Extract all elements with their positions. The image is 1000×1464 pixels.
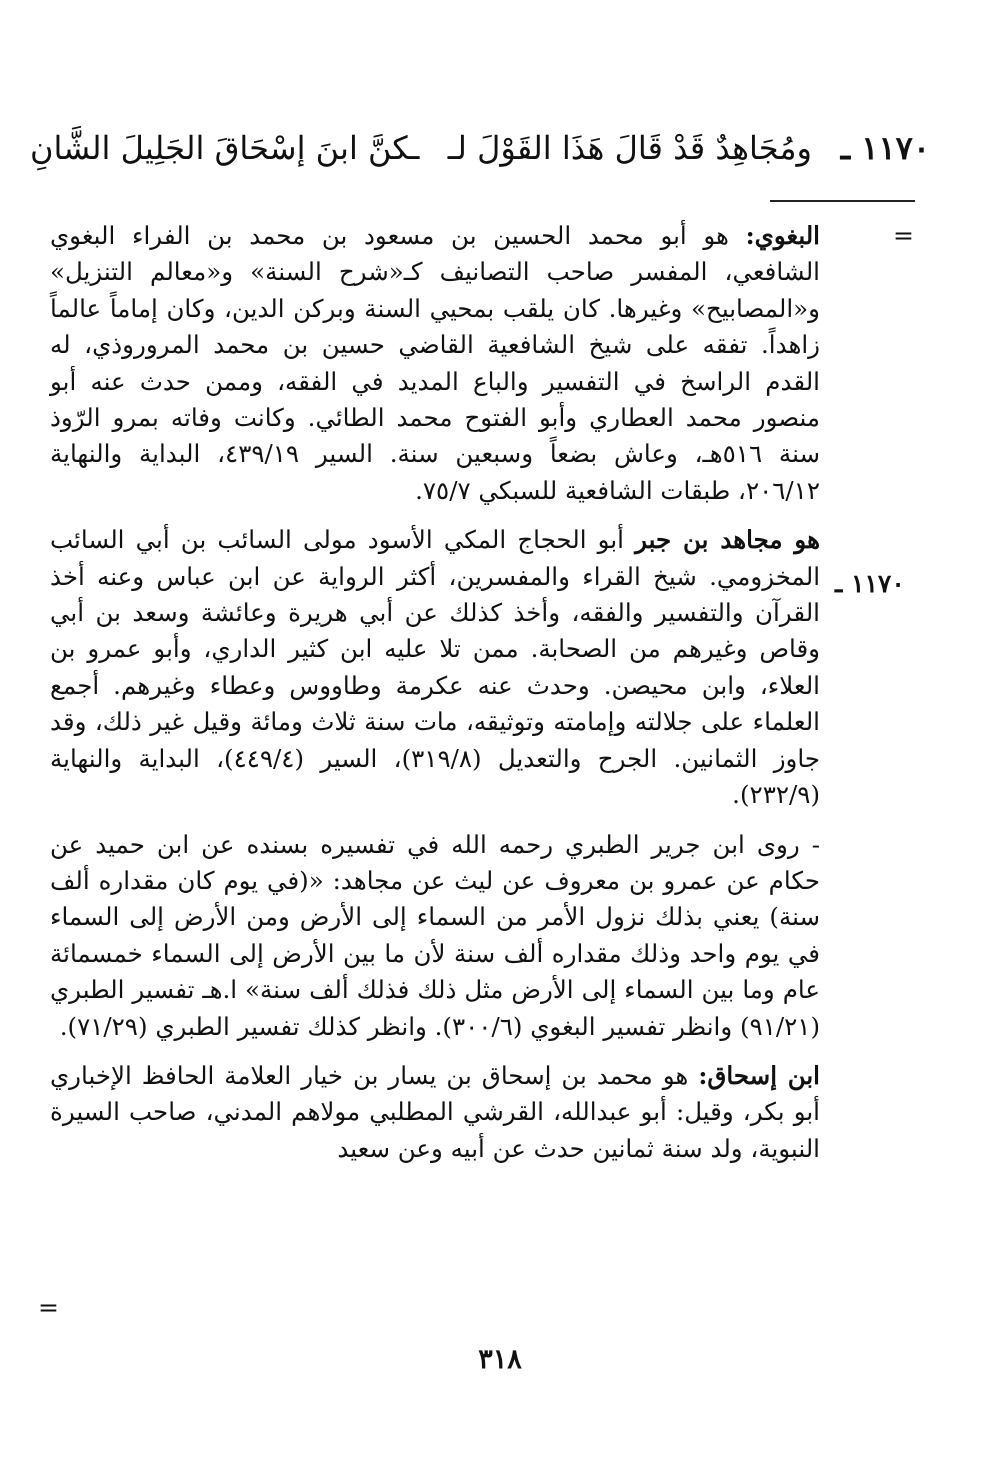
footnote-text: - روى ابن جرير الطبري رحمه الله في تفسيره بسنده عن ابن حميد عن حكام عن عمرو بن معروف عن ليث عن مجاهد: «(في يوم كان مقداره ألف سنة) يعني بذلك نزول الأمر من السماء إلى الأرض ومن الأرض إلى السماء في يوم واحد وذلك مقداره ألف سنة لأن ما بين الأرض إلى السماء خمسمائة عام وما بين السماء إلى الأرض مثل ذلك فذلك ألف سنة» ا.هـ تفسير الطبري (٩١/٢١) وانظر تفسير البغوي (٣٠٠/٦). وانظر كذلك تفسير الطبري (٧١/٢٩). [50,829,820,1041]
carryover-marker: = [893,221,914,250]
poem-verse [30,118,930,178]
footnotes [50,218,820,1167]
footnote-text: هو أبو محمد الحسين بن مسعود بن محمد بن الفراء البغوي الشافعي، المفسر صاحب التصانيف كـ«شرح السنة» و«معالم التنزيل» و«المصابيح» وغيرها. كان يلقب بمحيي السنة وبركن الدين، وكان إماماً عالماً زاهداً. تفقه على شيخ الشافعية القاضي حسين بن محمد المروروذي، له القدم الراسخ في التفسير والباع المديد في الفقه، وممن حدث عنه أبو منصور محمد العطاري وأبو الفتوح محمد الطائي. وكانت وفاته بمرو الرّوذ سنة ٥١٦هـ، وعاش بضعاً وسبعين سنة. السير ٤٣٩/١٩، البداية والنهاية ٢٠٦/١٢، طبقات الشافعية للسبكي ٧٥/٧. [50,221,820,505]
page-number: ٣١٨ [478,1344,522,1375]
verse-number: ١١٧٠ ـ [840,129,930,167]
footnote-term: ابن إسحاق: [698,1060,820,1090]
footnote-term: البغوي: [745,221,820,250]
verse-first-hemistich: ومُجَاهِدٌ قَدْ قَالَ هَذَا القَوْلَ لـ [447,129,812,167]
footnote-ibn-ishaq [50,1058,820,1167]
footnote-tabari [50,827,820,1045]
footnote-lead: هو مجاهد بن جبر [635,525,820,555]
verse-second-hemistich: ـكنَّ ابنَ إسْحَاقَ الجَلِيلَ الشَّانِ [30,129,420,167]
continuation-marker: = [38,1293,59,1322]
footnote-text: أبو الحجاج المكي الأسود مولى السائب بن أبي السائب المخزومي. شيخ القراء والمفسرين، أكثر الرواية عن ابن عباس وعنه أخذ القرآن والتفسير والفقه، وأخذ كذلك عن أبي هريرة وعائشة وسعد بن أبي وقاص وغيرهم من الصحابة. ممن تلا عليه ابن كثير الداري، وأبو عمرو بن العلاء، وابن محيصن. وحدث عنه عكرمة وطاووس وعطاء وغيرهم. أجمع العلماء على جلالته وإمامته وتوثيقه، مات سنة ثلاث ومائة وقيل غير ذلك، وقد جاوز الثمانين. الجرح والتعديل (٣١٩/٨)، السير (٤٤٩/٤)، البداية والنهاية (٢٣٢/٩). [50,525,820,810]
footnote-text: هو محمد بن إسحاق بن يسار بن خيار العلامة الحافظ الإخباري أبو بكر، وقيل: أبو عبدالله، القرشي المطلبي مولاهم المدني، صاحب السيرة النبوية، ولد سنة ثمانين حدث عن أبيه وعن سعيد [50,1060,820,1163]
footnote-baghawi [50,218,820,509]
footnote-mujahid [50,522,820,813]
footnote-separator [770,200,915,202]
footnote-number-1170: ١١٧٠ ـ [835,569,905,598]
